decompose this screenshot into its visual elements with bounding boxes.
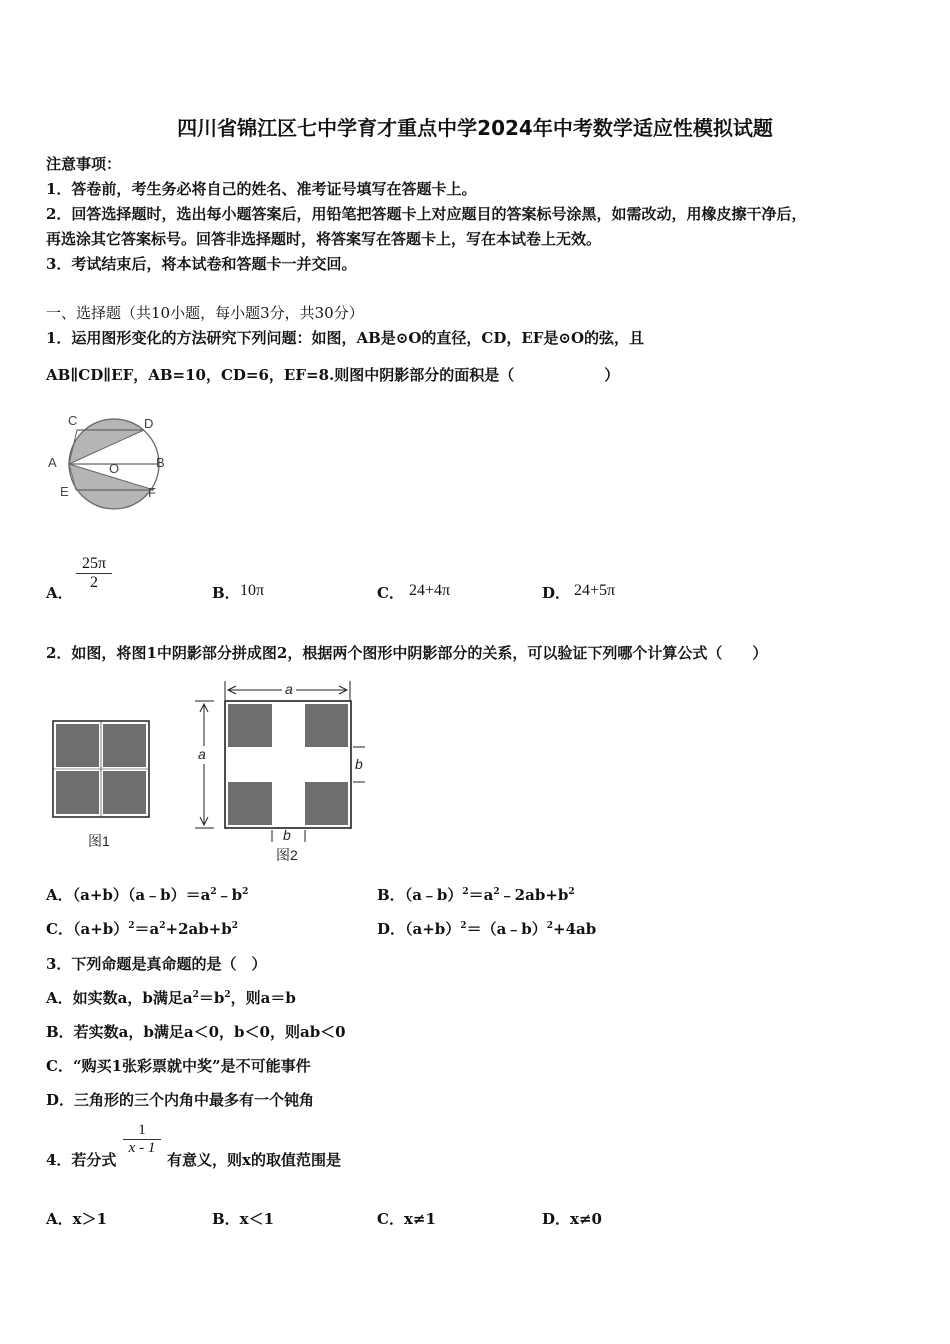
note-3: 3．考试结束后，将本试卷和答题卡一并交回。: [46, 255, 357, 273]
q2-figure-2: [190, 676, 380, 866]
q4-prefix: 4．若分式: [46, 1151, 117, 1169]
q2-option-b-label: B．: [377, 886, 405, 904]
q1-option-d-value: 24+5π: [574, 582, 616, 599]
q4-option-c: C．x≠1: [377, 1210, 436, 1228]
q4-denominator: x - 1: [128, 1140, 156, 1156]
q1-option-b-value: 10π: [240, 582, 265, 599]
q1-option-a-label: A．: [46, 584, 73, 602]
q2-option-a-main: （a+b）（a﹣b）＝a: [72, 886, 211, 904]
q1-option-a-fraction: [76, 555, 112, 592]
figure-2-right-b: b: [355, 756, 363, 772]
q2-option-b-main: （a﹣b）: [404, 886, 463, 904]
q2-option-a-label: A．: [46, 886, 73, 904]
q2-option-c-main: （a+b）: [72, 920, 129, 938]
q4-option-a: A．x＞1: [46, 1210, 108, 1228]
figure-2-bottom-b: b: [283, 827, 291, 843]
label-c: C: [68, 413, 78, 428]
label-b: B: [156, 455, 165, 470]
label-d: D: [144, 416, 154, 431]
figure-2-top-a: a: [285, 681, 293, 697]
q1-line2: AB∥CD∥EF，AB=10，CD=6，EF=8.则图中阴影部分的面积是（ ）: [46, 366, 620, 384]
section-heading: 一、选择题（共10小题，每小题3分，共30分）: [46, 304, 364, 322]
q4-option-d: D．x≠0: [542, 1210, 602, 1228]
q2-option-c: C．$(a+b)^2=a^2+2ab+b^2$: [46, 920, 239, 938]
q3-option-c: C．“购买1张彩票就中奖”是不可能事件: [46, 1057, 311, 1075]
q4-numerator: 1: [138, 1122, 146, 1138]
q1-option-a-denominator: 2: [90, 574, 98, 591]
q1-option-d-label: D．: [542, 584, 571, 602]
q2-figure-1: [50, 718, 154, 854]
q1-option-a-numerator: 25π: [81, 555, 107, 572]
q2-text: 2．如图，将图1中阴影部分拼成图2，根据两个图形中阴影部分的关系，可以验证下列哪个计算公式（ ）: [46, 644, 768, 662]
q2-option-d-main: （a+b）: [405, 920, 461, 938]
q3-option-b: B．若实数a，b满足a＜0，b＜0，则ab＜0: [46, 1023, 346, 1041]
q4-fraction: [123, 1122, 161, 1157]
q2-option-a: A．$(a+b)(a﹣b)=a^2﹣b^2$: [46, 886, 249, 904]
label-o: O: [109, 461, 120, 476]
q1-line1: 1．运用图形变化的方法研究下列问题：如图，AB是⊙O的直径，CD，EF是⊙O的弦，且: [46, 329, 645, 347]
note-2b: 再选涂其它答案标号。回答非选择题时，将答案写在答题卡上，写在本试卷上无效。: [46, 230, 602, 248]
q4-suffix: 有意义，则x的取值范围是: [167, 1151, 341, 1169]
q3-option-d: D．三角形的三个内角中最多有一个钝角: [46, 1091, 315, 1109]
notes-heading: 注意事项：: [46, 155, 122, 173]
label-f: F: [148, 485, 156, 500]
figure-1-label: 图1: [88, 833, 110, 849]
note-1: 1．答卷前，考生务必将自己的姓名、准考证号填写在答题卡上。: [46, 180, 477, 198]
q1-option-c-label: C．: [377, 584, 404, 602]
q3-text: 3．下列命题是真命题的是（ ）: [46, 955, 267, 973]
q3-option-a: A．如实数a，b满足$a^2=b^2$，则a＝b: [46, 989, 296, 1007]
q1-circle-figure: [44, 410, 174, 514]
page-title: 四川省锦江区七中学育才重点中学2024年中考数学适应性模拟试题: [177, 116, 773, 140]
q4-option-b: B．x＜1: [212, 1210, 275, 1228]
note-2a: 2．回答选择题时，选出每小题答案后，用铅笔把答题卡上对应题目的答案标号涂黑，如需改动，用橡皮擦干净后，: [46, 205, 807, 223]
label-e: E: [60, 484, 69, 499]
figure-2-label: 图2: [276, 847, 298, 863]
q1-option-b-label: B．: [212, 584, 240, 602]
figure-2-left-a: a: [198, 746, 206, 762]
q2-option-d-label: D．: [377, 920, 406, 938]
q2-option-c-label: C．: [46, 920, 73, 938]
q2-option-d: D．$(a+b)^2=(a﹣b)^2+4ab$: [377, 920, 597, 938]
label-a: A: [48, 455, 57, 470]
q1-option-c-value: 24+4π: [409, 582, 451, 599]
q2-option-b: B．$(a﹣b)^2=a^2﹣2ab+b^2$: [377, 886, 575, 904]
